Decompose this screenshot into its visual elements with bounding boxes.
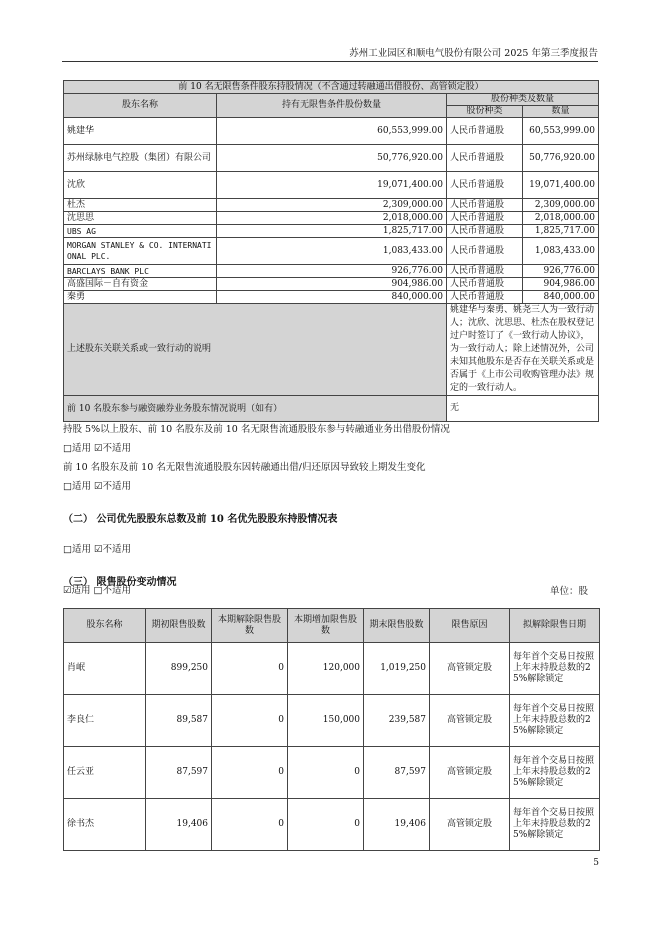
shareholder-qty: 1,825,717.00: [217, 225, 447, 238]
shareholder-name: 杜杰: [64, 199, 217, 212]
shareholder-qty: 904,986.00: [217, 278, 447, 291]
share-num: 1,083,433.00: [523, 238, 599, 265]
table-row: [64, 118, 599, 145]
shareholder-name: BARCLAYS BANK PLC: [64, 265, 217, 278]
shareholder-name: MORGAN STANLEY & CO. INTERNATIONAL PLC.: [64, 238, 217, 265]
lending-change-text: 前 10 名股东及前 10 名无限售流通股股东因转融通出借/归还原因导致较上期发生变化: [63, 462, 426, 473]
lending-change-options: □适用 ☑不适用: [63, 481, 132, 492]
start-restricted: 19,406: [146, 799, 212, 851]
section-restricted-shares-options: ☑适用 □不适用: [63, 585, 132, 596]
restriction-reason: 高管锁定股: [430, 643, 510, 695]
table-row: [64, 238, 599, 265]
released-restricted: 0: [212, 695, 288, 747]
table-caption: 前 10 名无限售条件股东持股情况（不含通过转融通出借股份、高管锁定股）: [64, 81, 599, 94]
shareholder-qty: 50,776,920.00: [217, 145, 447, 172]
released-restricted: 0: [212, 747, 288, 799]
share-num: 50,776,920.00: [523, 145, 599, 172]
share-num: 60,553,999.00: [523, 118, 599, 145]
share-num: 840,000.00: [523, 291, 599, 304]
table-row: [64, 278, 599, 291]
end-restricted: 19,406: [364, 799, 430, 851]
table-row: [64, 265, 599, 278]
shareholder-name: 沈思思: [64, 212, 217, 225]
added-restricted: 150,000: [288, 695, 364, 747]
shareholder-name: 高盛国际－自有资金: [64, 278, 217, 291]
col-header-released: 本期解除限售股数: [212, 609, 288, 643]
restriction-reason: 高管锁定股: [430, 695, 510, 747]
col-header-name: 股东名称: [64, 94, 217, 118]
release-date: 每年首个交易日按照上年末持股总数的25%解除锁定: [510, 643, 600, 695]
start-restricted: 87,597: [146, 747, 212, 799]
table-row: [64, 172, 599, 199]
col-header-release-date: 拟解除限售日期: [510, 609, 600, 643]
holder-name: 徐书杰: [64, 799, 146, 851]
header-divider: [62, 61, 598, 62]
share-num: 904,986.00: [523, 278, 599, 291]
end-restricted: 1,019,250: [364, 643, 430, 695]
table-row: [64, 212, 599, 225]
table-row: [64, 291, 599, 304]
shareholder-qty: 60,553,999.00: [217, 118, 447, 145]
added-restricted: 120,000: [288, 643, 364, 695]
col-header-end: 期末限售股数: [364, 609, 430, 643]
table-row: [64, 225, 599, 238]
section-restricted-shares-title: （三） 限售股份变动情况: [63, 577, 177, 588]
col-header-holder: 股东名称: [64, 609, 146, 643]
restriction-reason: 高管锁定股: [430, 799, 510, 851]
lending-shares-options: □适用 ☑不适用: [63, 443, 132, 454]
share-type: 人民币普通股: [447, 212, 523, 225]
unrestricted-shareholders-table: [63, 80, 599, 422]
shareholder-qty: 19,071,400.00: [217, 172, 447, 199]
shareholder-name: UBS AG: [64, 225, 217, 238]
share-type: 人民币普通股: [447, 145, 523, 172]
shareholder-qty: 2,018,000.00: [217, 212, 447, 225]
added-restricted: 0: [288, 799, 364, 851]
share-num: 2,309,000.00: [523, 199, 599, 212]
table-row: [64, 145, 599, 172]
start-restricted: 89,587: [146, 695, 212, 747]
unit-label: 单位：股: [549, 586, 588, 597]
shareholder-qty: 1,083,433.00: [217, 238, 447, 265]
shareholder-qty: 840,000.00: [217, 291, 447, 304]
holder-name: 任云亚: [64, 747, 146, 799]
col-header-added: 本期增加限售股数: [288, 609, 364, 643]
shareholder-name: 秦勇: [64, 291, 217, 304]
share-type: 人民币普通股: [447, 225, 523, 238]
share-type: 人民币普通股: [447, 118, 523, 145]
page-header: 苏州工业园区和顺电气股份有限公司 2025 年第三季度报告: [349, 48, 598, 59]
end-restricted: 87,597: [364, 747, 430, 799]
restriction-reason: 高管锁定股: [430, 747, 510, 799]
margin-trading-text: 无: [447, 396, 599, 422]
table-row: [64, 199, 599, 212]
start-restricted: 899,250: [146, 643, 212, 695]
col-header-share-type-group: 股份种类及数量: [447, 94, 599, 106]
relation-label: 上述股东关联关系或一致行动的说明: [64, 304, 447, 396]
share-num: 19,071,400.00: [523, 172, 599, 199]
share-type: 人民币普通股: [447, 199, 523, 212]
share-type: 人民币普通股: [447, 265, 523, 278]
col-header-share-type: 股份种类: [447, 106, 523, 118]
holder-name: 李良仁: [64, 695, 146, 747]
holder-name: 肖岷: [64, 643, 146, 695]
added-restricted: 0: [288, 747, 364, 799]
shareholder-name: 苏州绿脉电气控股（集团）有限公司: [64, 145, 217, 172]
page-number: 5: [593, 858, 599, 868]
relation-text: 姚建华与秦勇、姚尧三人为一致行动人；沈欣、沈思思、杜杰在股权登记过户时签订了《一致行动人协议》，为一致行动人；除上述情况外，公司未知其他股东是否存在关联关系或是否属于《上市公司收购管理办法》规定的一致行动人。: [447, 304, 599, 396]
table-row: [64, 799, 600, 851]
shareholder-qty: 926,776.00: [217, 265, 447, 278]
col-header-share-num: 数量: [523, 106, 599, 118]
table-row: [64, 643, 600, 695]
table-row: [64, 695, 600, 747]
share-num: 926,776.00: [523, 265, 599, 278]
shareholder-name: 姚建华: [64, 118, 217, 145]
end-restricted: 239,587: [364, 695, 430, 747]
share-num: 1,825,717.00: [523, 225, 599, 238]
release-date: 每年首个交易日按照上年末持股总数的25%解除锁定: [510, 747, 600, 799]
share-type: 人民币普通股: [447, 172, 523, 199]
table-row: [64, 747, 600, 799]
release-date: 每年首个交易日按照上年末持股总数的25%解除锁定: [510, 799, 600, 851]
release-date: 每年首个交易日按照上年末持股总数的25%解除锁定: [510, 695, 600, 747]
section-preferred-shares-title: （二） 公司优先股股东总数及前 10 名优先股股东持股情况表: [63, 514, 338, 525]
col-header-reason: 限售原因: [430, 609, 510, 643]
col-header-qty: 持有无限售条件股份数量: [217, 94, 447, 118]
col-header-start: 期初限售股数: [146, 609, 212, 643]
shareholder-name: 沈欣: [64, 172, 217, 199]
shareholder-qty: 2,309,000.00: [217, 199, 447, 212]
released-restricted: 0: [212, 643, 288, 695]
lending-shares-text: 持股 5%以上股东、前 10 名股东及前 10 名无限售流通股股东参与转融通业务出借股份情况: [63, 424, 450, 435]
margin-trading-label: 前 10 名股东参与融资融券业务股东情况说明（如有）: [64, 396, 447, 422]
share-num: 2,018,000.00: [523, 212, 599, 225]
share-type: 人民币普通股: [447, 278, 523, 291]
restricted-shares-table: [63, 608, 600, 851]
released-restricted: 0: [212, 799, 288, 851]
section-preferred-shares-options: □适用 ☑不适用: [63, 544, 132, 555]
share-type: 人民币普通股: [447, 291, 523, 304]
share-type: 人民币普通股: [447, 238, 523, 265]
